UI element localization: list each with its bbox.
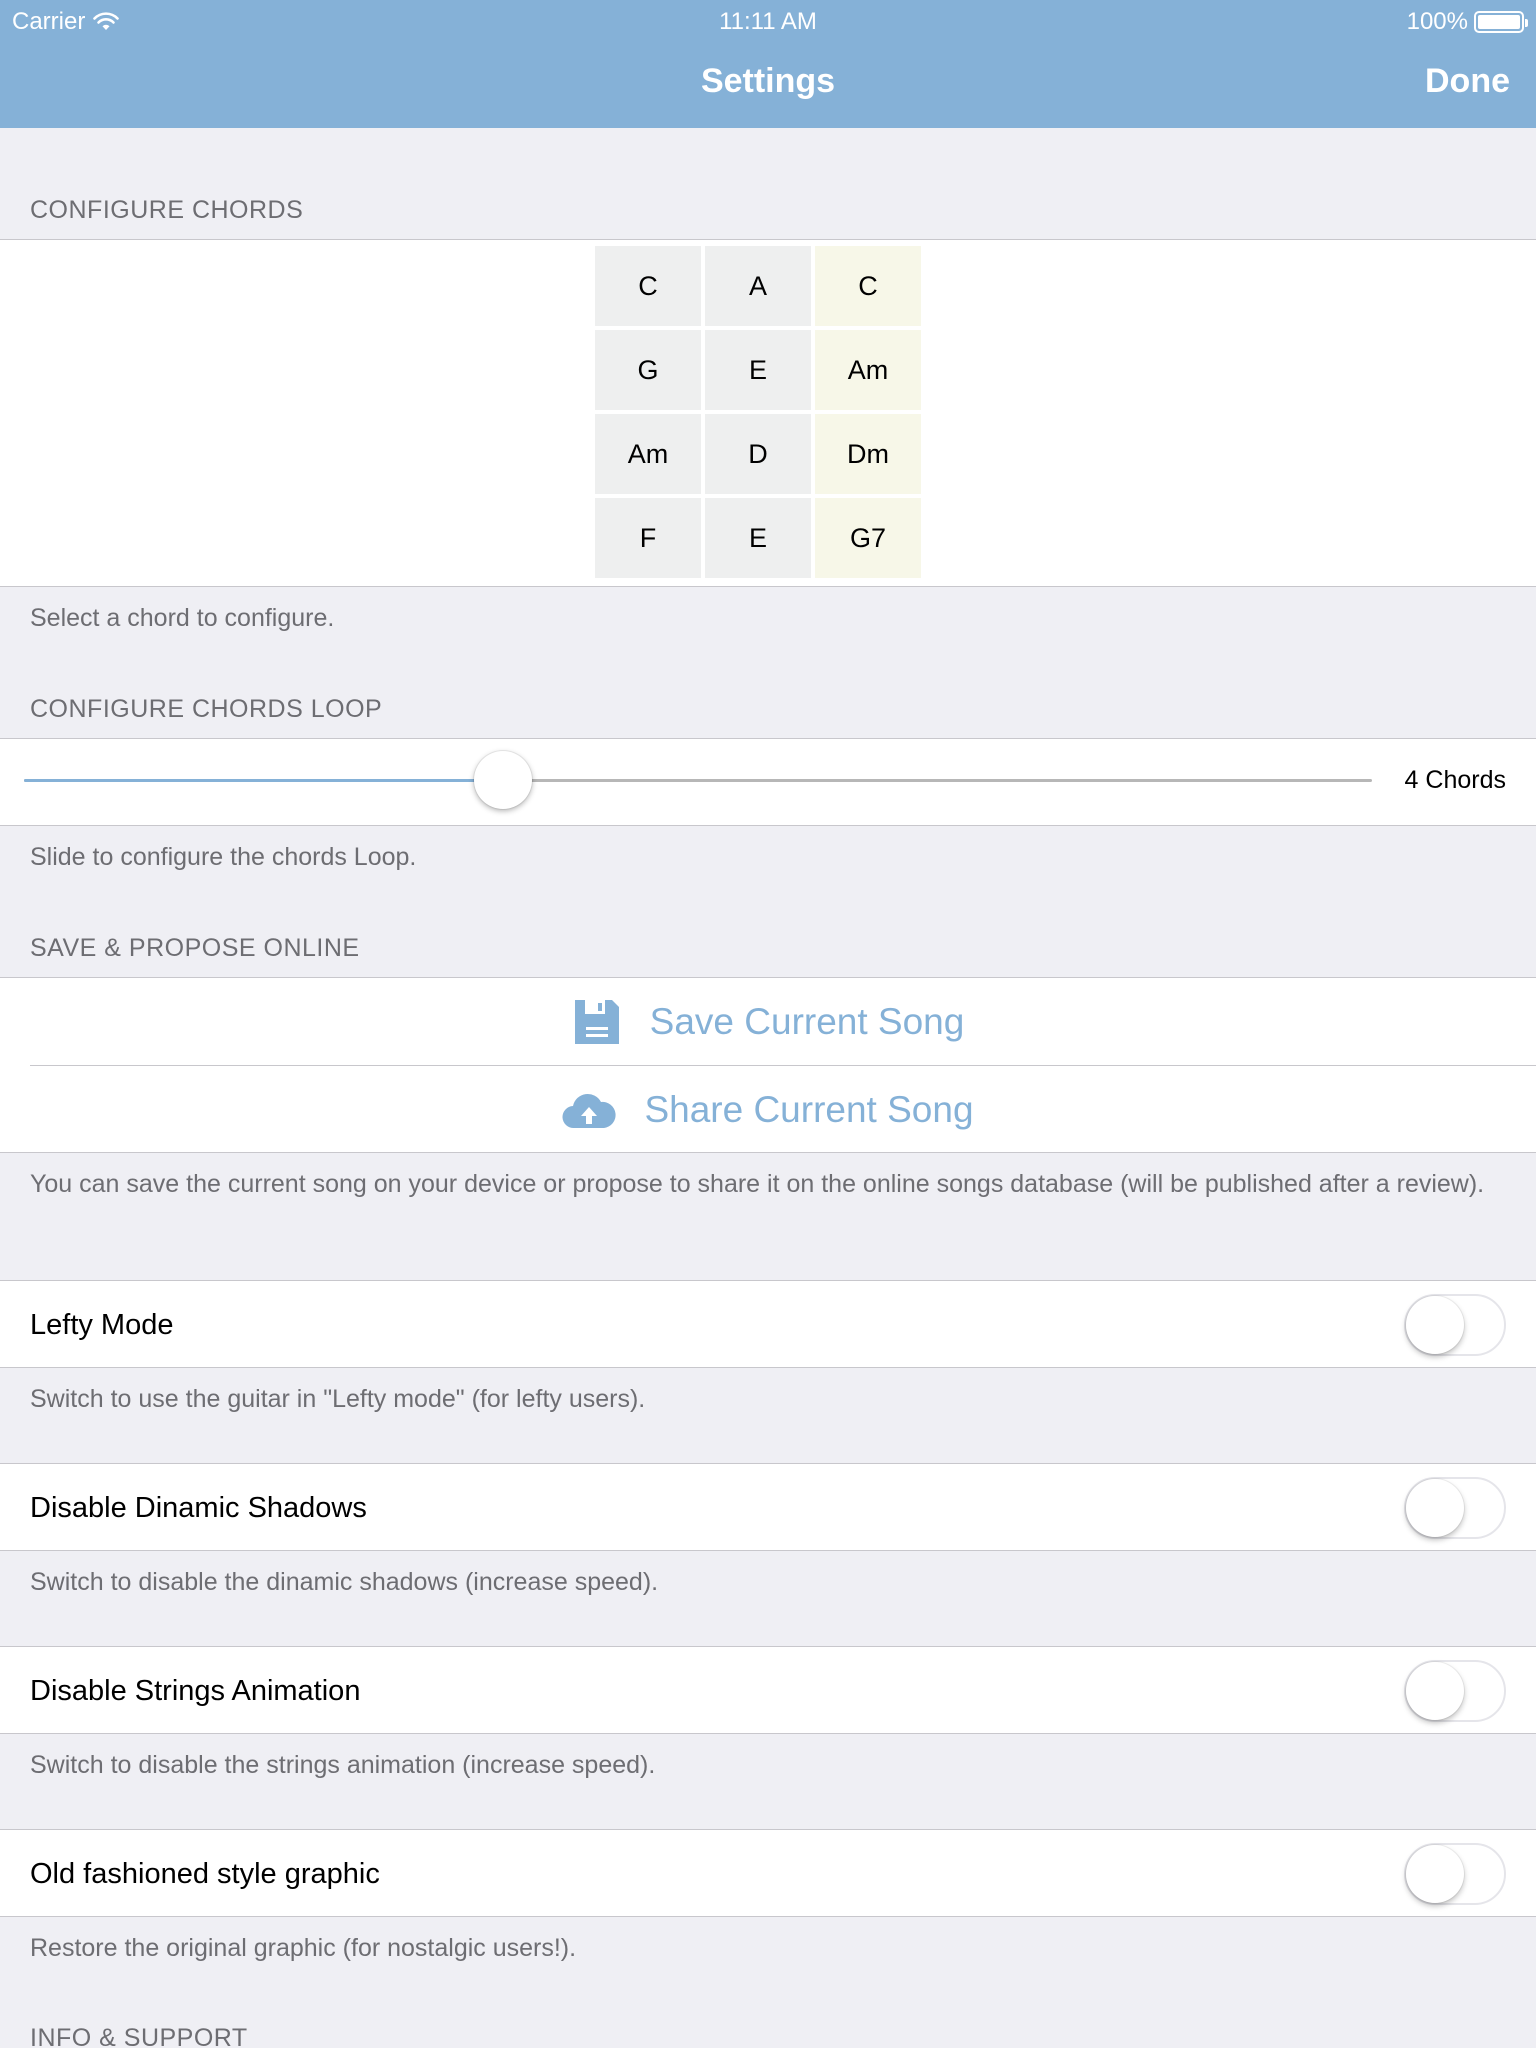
chord-cell[interactable]: Dm [815, 414, 921, 494]
share-song-label: Share Current Song [644, 1088, 974, 1130]
old-style-graphic-row [0, 1829, 1536, 1917]
chords-loop-footer: Slide to configure the chords Loop. [30, 843, 417, 871]
battery-percent: 100% [1406, 8, 1468, 35]
switch-knob [1406, 1662, 1464, 1720]
chord-cell[interactable]: E [705, 330, 811, 410]
chord-grid [595, 246, 921, 578]
switch-knob [1406, 1296, 1464, 1354]
battery-icon [1474, 11, 1524, 33]
chord-cell[interactable]: G [595, 330, 701, 410]
dynamic-shadows-label: Disable Dinamic Shadows [30, 1492, 367, 1524]
configure-chords-header: CONFIGURE CHORDS [30, 196, 304, 224]
chords-loop-header: CONFIGURE CHORDS LOOP [30, 695, 383, 723]
floppy-disk-icon [572, 997, 622, 1047]
switch-knob [1406, 1845, 1464, 1903]
chord-cell[interactable]: D [705, 414, 811, 494]
lefty-mode-switch[interactable] [1404, 1294, 1506, 1356]
chord-cell[interactable]: C [595, 246, 701, 326]
chord-cell[interactable]: F [595, 498, 701, 578]
chords-loop-value: 4 Chords [1404, 766, 1506, 794]
chord-cell[interactable]: E [705, 498, 811, 578]
chord-cell[interactable]: C [815, 246, 921, 326]
old-style-graphic-label: Old fashioned style graphic [30, 1858, 380, 1890]
carrier-label: Carrier [12, 8, 86, 35]
done-button[interactable]: Done [1425, 62, 1510, 100]
chords-loop-slider[interactable] [24, 779, 1372, 782]
lefty-mode-row [0, 1280, 1536, 1368]
save-propose-header: SAVE & PROPOSE ONLINE [30, 934, 360, 962]
old-style-graphic-switch[interactable] [1404, 1843, 1506, 1905]
navigation-bar [0, 0, 1536, 128]
strings-animation-footer: Switch to disable the strings animation (increase speed). [30, 1751, 656, 1779]
switch-knob [1406, 1479, 1464, 1537]
dynamic-shadows-row [0, 1463, 1536, 1551]
save-song-label: Save Current Song [649, 1000, 965, 1042]
configure-chords-footer: Select a chord to configure. [30, 604, 335, 632]
dynamic-shadows-footer: Switch to disable the dinamic shadows (increase speed). [30, 1568, 659, 1596]
chord-grid-cell [0, 239, 1536, 587]
old-style-graphic-footer: Restore the original graphic (for nostalgic users!). [30, 1934, 577, 1962]
status-battery [1407, 8, 1524, 36]
chord-cell[interactable]: Am [815, 330, 921, 410]
lefty-mode-footer: Switch to use the guitar in "Lefty mode" (for lefty users). [30, 1385, 646, 1413]
slider-fill [24, 779, 503, 782]
info-support-header: INFO & SUPPORT [30, 2024, 248, 2048]
chord-cell[interactable]: G7 [815, 498, 921, 578]
save-propose-cell-group [0, 977, 1536, 1153]
share-song-button[interactable] [0, 1066, 1536, 1153]
save-song-button[interactable] [0, 978, 1536, 1065]
strings-animation-row [0, 1646, 1536, 1734]
chord-cell[interactable]: A [705, 246, 811, 326]
strings-animation-switch[interactable] [1404, 1660, 1506, 1722]
lefty-mode-label: Lefty Mode [30, 1309, 174, 1341]
page-title: Settings [700, 62, 836, 100]
strings-animation-label: Disable Strings Animation [30, 1675, 361, 1707]
slider-thumb[interactable] [474, 751, 532, 809]
status-time: 11:11 AM [719, 8, 817, 35]
dynamic-shadows-switch[interactable] [1404, 1477, 1506, 1539]
chords-loop-cell [0, 738, 1536, 826]
chord-cell[interactable]: Am [595, 414, 701, 494]
cloud-upload-icon [562, 1090, 616, 1130]
save-propose-footer: You can save the current song on your device or propose to share it on the online songs database (will be published after a review). [30, 1170, 1485, 1198]
